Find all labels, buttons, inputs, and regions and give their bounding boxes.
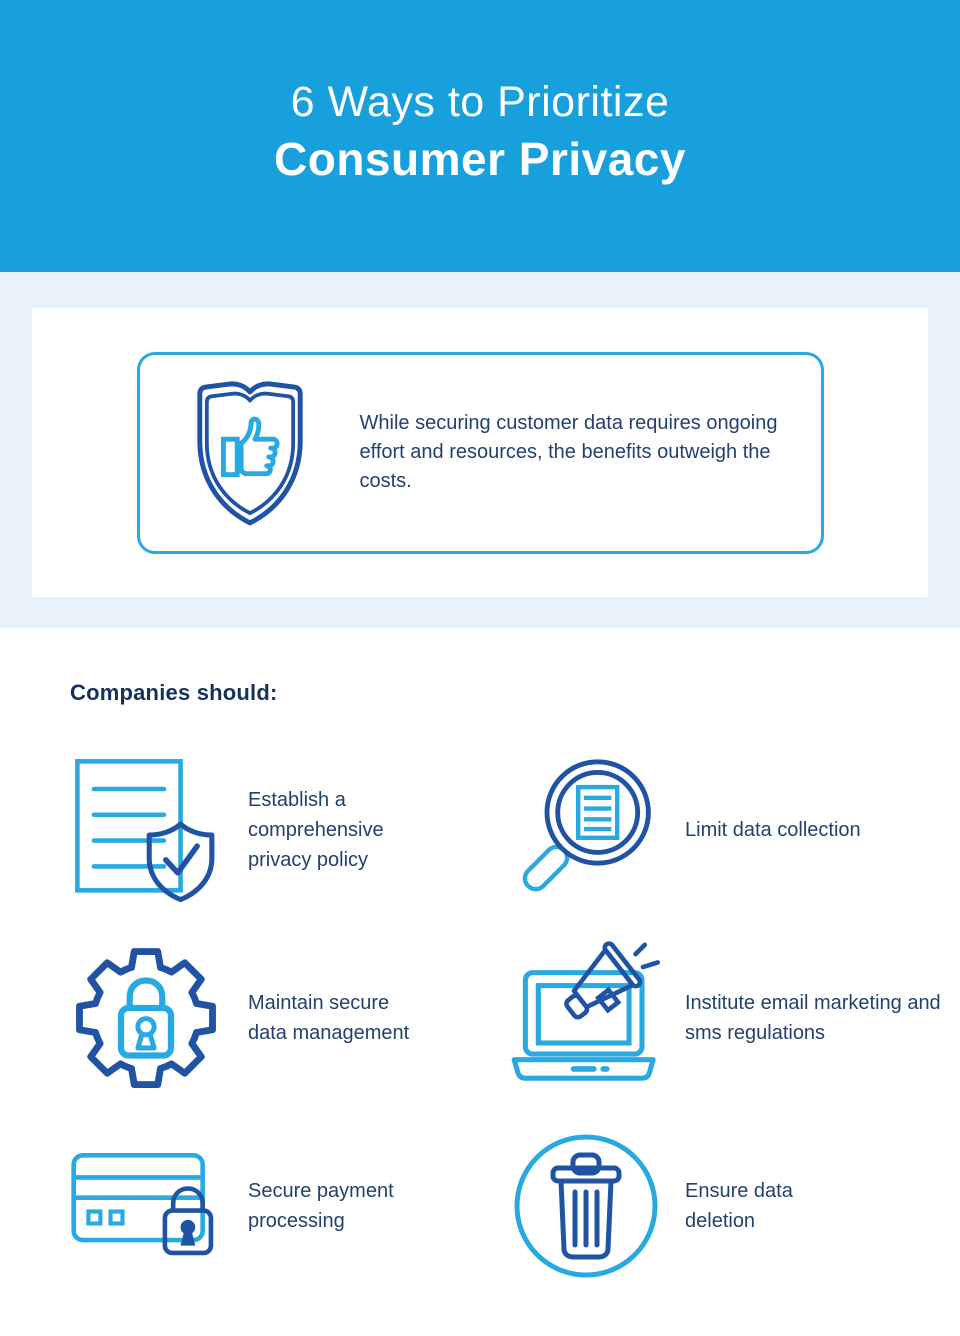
- document-shield-check-icon: [70, 750, 222, 910]
- header-band: [0, 0, 960, 272]
- magnifier-document-icon: [505, 750, 667, 910]
- item-label: Secure payment processing: [248, 1180, 394, 1232]
- item-label: Maintain secure data management: [248, 992, 410, 1044]
- trash-can-circle-icon: [505, 1126, 667, 1286]
- intro-card: [137, 352, 824, 554]
- list-item-data-deletion: [505, 1126, 960, 1286]
- gear-lock-icon: [70, 938, 222, 1098]
- page-title-line1: 6 Ways to Prioritize: [290, 78, 670, 126]
- section-heading: Companies should:: [70, 680, 278, 705]
- list-item-privacy-policy: [70, 750, 505, 910]
- item-label: Institute email marketing and sms regulations: [685, 992, 941, 1044]
- list-item-data-management: [70, 938, 505, 1098]
- page-title-line2: Consumer Privacy: [274, 133, 686, 185]
- hero-section: [0, 272, 960, 628]
- item-label: Establish a comprehensive privacy policy: [248, 789, 384, 871]
- shield-thumbs-up-icon: [186, 378, 314, 528]
- intro-text: While securing customer data requires ongoing effort and resources, the benefits outweigh the costs.: [359, 412, 778, 492]
- list-item-data-collection: [505, 750, 960, 910]
- item-label: Limit data collection: [685, 819, 861, 841]
- item-label: Ensure data deletion: [685, 1180, 793, 1232]
- list-item-payment-processing: [70, 1126, 505, 1286]
- items-grid: [70, 750, 960, 1286]
- hero-panel: [32, 308, 928, 597]
- credit-card-lock-icon: [70, 1126, 222, 1286]
- laptop-megaphone-icon: [505, 938, 667, 1098]
- content-section: [0, 628, 960, 1286]
- list-item-email-sms-regulations: [505, 938, 960, 1098]
